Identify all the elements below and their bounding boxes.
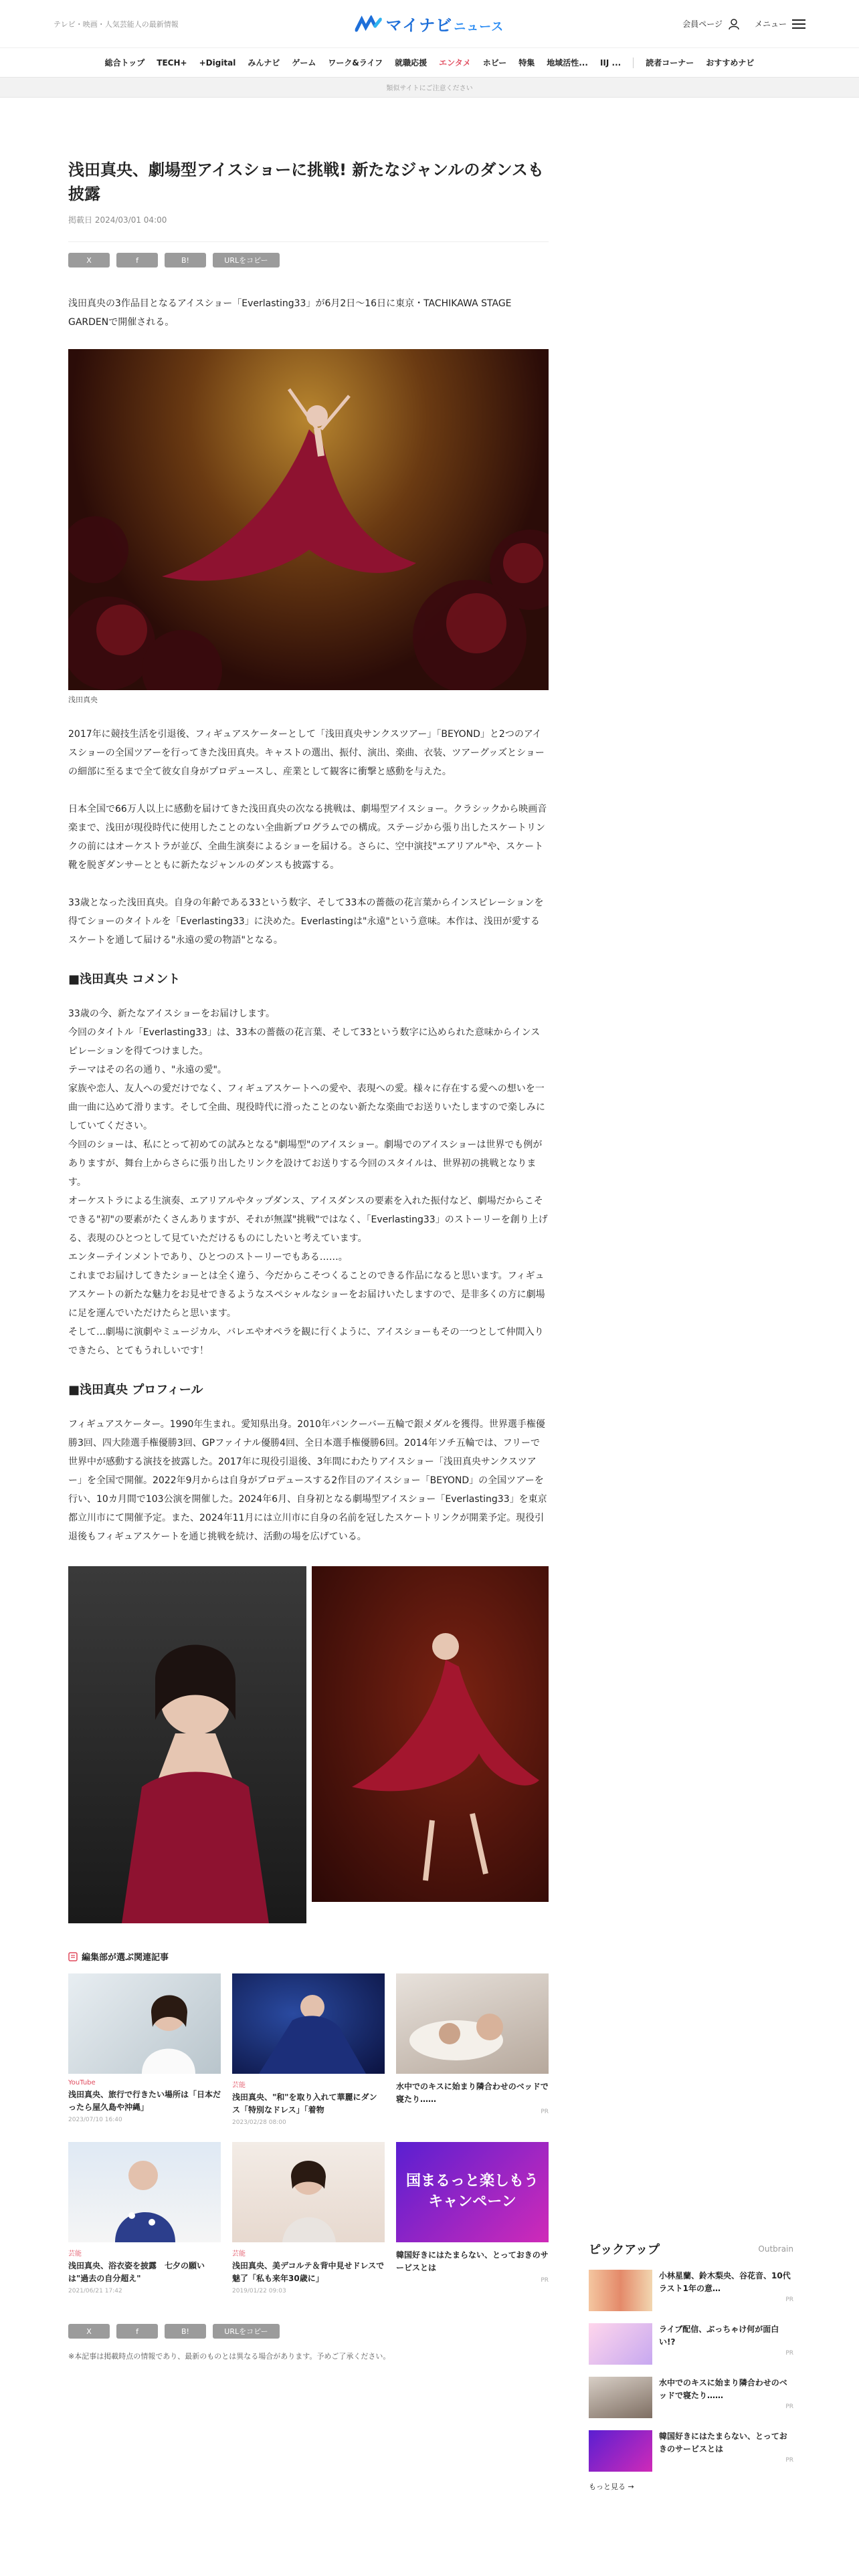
pr-label: PR (541, 2109, 549, 2115)
user-icon (728, 18, 740, 30)
related-card[interactable] (232, 1973, 385, 2126)
related-card-ad[interactable] (396, 2142, 549, 2294)
nav-item-feature[interactable]: 特集 (518, 58, 535, 68)
profile-text: フィギュアスケーター。1990年生まれ。愛知県出身。2010年バンクーバー五輪で銀メダルを獲得。世界選手権優勝3回、四大陸選手権優勝3回、GPファイナル優勝4回、全日本選手権優勝6回。2014年ソチ五輪では、フリーで世界中が感動する演技を披露した。2017年に現役引退後、3年間にわたりアイスショー「浅田真央サンクスツアー」を全国で開催。2022年9月からは自身がプロデュースする2作目のアイスショー「BEYOND」の全国ツアーを行い、10カ月間で103公演を開催した。2024年6月、自身初となる劇場型アイスショー「Everlasting33」を東京都立川市にて開催予定。また、2024年11月には立川市に自身の名前を冠したスケートリンクが開業予定。現役引退後もフィギュアスケートを通じ挑戦を続け、活動の場を広げている。 (68, 1419, 547, 1542)
logo-mark-icon (355, 15, 382, 33)
related-date: 2019/01/22 09:03 (232, 2288, 286, 2294)
pr-label: PR (785, 2457, 793, 2464)
footnote: ※本記事は掲載時点の情報であり、最新のものとは異なる場合があります。予めご了承ください。 (68, 2352, 391, 2361)
related-card[interactable] (68, 2142, 221, 2294)
nav-item-digital[interactable]: +Digital (199, 58, 236, 68)
nav-item-hobby[interactable]: ホビー (482, 58, 507, 68)
comment-line: エンターテインメントであり、ひとつのストーリーでもある……。 (68, 1252, 348, 1263)
site-tagline: テレビ・映画・人気芸能人の最新情報 (54, 19, 179, 29)
menu-label: メニュー (754, 19, 787, 29)
nav-item-game[interactable]: ゲーム (292, 58, 316, 68)
comment-line: 家族や恋人、友人への愛だけでなく、フィギュアスケートへの愛や、表現への愛。様々に存在する愛への想いを一曲一曲に込めて滑ります。そして全曲、現役時代に滑ったことのない新たな楽曲でお送りいたしますので楽しみにしていてください。 (68, 1083, 545, 1132)
related-category: 芸能 (68, 2250, 82, 2258)
comment-line: テーマはその名の通り、"永遠の愛"。 (68, 1065, 227, 1075)
site-logo[interactable] (355, 12, 504, 35)
article-date: 掲載日 2024/03/01 04:00 (68, 215, 167, 225)
share-x-button[interactable]: X (68, 2324, 110, 2339)
nav-item-reader[interactable]: 読者コーナー (646, 58, 694, 68)
member-label: 会員ページ (682, 19, 723, 29)
photo-caption: 浅田真央 (68, 695, 98, 704)
related-thumb (232, 2142, 385, 2242)
article-paragraph-2: 日本全国で66万人以上に感動を届けてきた浅田真央の次なる挑戦は、劇場型アイスショー。クラシックから映画音楽まで、浅田が現役時代に使用したことのない全曲新プログラムでの構成。ステージから張り出したスケートリンクの前にはオーケストラが並び、全曲生演奏によるショーを届ける。さらに、空中演技"エアリアル"や、スケート靴を脱ぎダンサーとともに新たなジャンルのダンスも披露する。 (68, 804, 547, 871)
nav-divider (633, 58, 634, 68)
pr-label: PR (785, 2350, 793, 2357)
nav-item-minnavi[interactable]: みんナビ (248, 58, 280, 68)
category-nav (0, 48, 859, 78)
pickup-text: ライブ配信、ぶっちゃけ何が面白い!? (659, 2325, 779, 2347)
pr-label: PR (785, 2403, 793, 2411)
comment-line: 今回のショーは、私にとって初めての試みとなる"劇場型"のアイスショー。劇場でのアイスショーは世界でも例がありますが、舞台上からさらに張り出したリンクを設けてお送りする今回のスタイルは、世界初の挑戦となります。 (68, 1140, 543, 1188)
copy-url-button[interactable]: URLをコピー (213, 253, 280, 267)
related-category: 芸能 (232, 2250, 246, 2258)
related-thumb (68, 1973, 221, 2074)
related-title: 浅田真央、浴衣姿を披露 七夕の願いは"過去の自分超え" (68, 2261, 205, 2284)
related-card[interactable] (68, 1973, 221, 2126)
thumb-art (232, 2142, 385, 2242)
share-bar-bottom (68, 2313, 549, 2339)
related-thumb (396, 1973, 549, 2074)
hamburger-icon (792, 19, 805, 29)
pickup-thumb (589, 2377, 652, 2418)
article-title: 浅田真央、劇場型アイスショーに挑戦! 新たなジャンルのダンスも披露 (68, 160, 544, 203)
related-thumb (396, 2142, 549, 2242)
related-title: 編集部が選ぶ関連記事 (82, 1953, 169, 1963)
thumb-art (396, 1973, 549, 2074)
pickup-text: 韓国好きにはたまらない、とっておきのサービスとは (659, 2432, 787, 2454)
nav-item-entertainment[interactable]: エンタメ (439, 58, 471, 68)
comment-line: これまでお届けしてきたショーとは全く違う、今だからこそつくることのできる作品になると思います。フィギュアスケートの新たな魅力をお見せできるようなスペシャルなショーをお届けいたしますので、是非多くの方に劇場に足を運んでいただけたらと思います。 (68, 1271, 545, 1319)
more-link[interactable]: もっと見る → (589, 2482, 634, 2491)
related-title: 浅田真央、美デコルテ＆背中見せドレスで魅了「私も来年30歳に」 (232, 2261, 385, 2284)
pickup-thumb (589, 2323, 652, 2365)
photo-pair (68, 1566, 549, 1923)
thumb-banner-text: 国まるっと楽しもう キャンペーン (405, 2173, 539, 2210)
comment-line: 今回のタイトル「Everlasting33」は、33本の薔薇の花言葉、そして33という数字に込められた意味からインスピレーションを得てつけました。 (68, 1027, 541, 1057)
logo-main: マイナビ (385, 16, 453, 35)
share-x-button[interactable]: X (68, 253, 110, 267)
related-category: YouTube (68, 2079, 96, 2086)
nav-item-recommend[interactable]: おすすめナビ (706, 58, 755, 68)
related-category: 芸能 (232, 2082, 246, 2089)
outbrain-logo[interactable]: Outbrain (758, 2244, 793, 2254)
thumb-art (232, 1973, 385, 2074)
copy-url-button[interactable]: URLをコピー (213, 2324, 280, 2339)
pickup-item[interactable] (589, 2323, 793, 2365)
pickup-sidebar (589, 2240, 793, 2492)
thumb-art (68, 1973, 221, 2074)
article-paragraph-1: 2017年に競技生活を引退後、フィギュアスケーターとして「浅田真央サンクスツアー」「BEYOND」と2つのアイスショーの全国ツアーを行ってきた浅田真央。キャストの選出、振付、演出、楽曲、衣装、ツアーグッズとショーの細部に至るまで全て彼女自身がプロデュースし、産業として観客に衝撃と感動を与えた。 (68, 729, 545, 777)
thumb-art (68, 2142, 221, 2242)
pr-label: PR (785, 2296, 793, 2304)
related-thumb (68, 2142, 221, 2242)
article (68, 158, 549, 2361)
pickup-item[interactable] (589, 2270, 793, 2311)
pickup-text: 小林星蘭、鈴木梨央、谷花音、10代ラスト1年の意… (659, 2271, 791, 2294)
pickup-text: 水中でのキスに始まり隣合わせのベッドで寝たり…… (659, 2378, 787, 2401)
article-lead: 浅田真央の3作品目となるアイスショー「Everlasting33」が6月2日〜16日に東京・TACHIKAWA STAGE GARDENで開催される。 (68, 298, 512, 328)
photo-stage-art (68, 349, 549, 690)
pickup-item[interactable] (589, 2377, 793, 2418)
related-date: 2023/07/10 16:40 (68, 2117, 122, 2123)
related-card-ad[interactable] (396, 1973, 549, 2126)
portrait-photo-1[interactable] (68, 1566, 306, 1923)
nav-item-region[interactable]: 地域活性... (547, 58, 588, 68)
nav-item-tech[interactable]: TECH+ (157, 58, 187, 68)
nav-item-iij[interactable]: IIJ ... (599, 58, 622, 68)
comment-heading: ■浅田真央 コメント (68, 972, 181, 986)
share-facebook-button[interactable]: f (116, 2324, 158, 2339)
related-date: 2023/02/28 08:00 (232, 2119, 286, 2126)
related-title: 韓国好きにはたまらない、とっておきのサービスとは (396, 2250, 549, 2273)
share-hatena-button[interactable]: B! (165, 2324, 206, 2339)
pr-label: PR (541, 2277, 549, 2284)
portrait-photo-2[interactable] (312, 1566, 549, 1902)
site-header (0, 0, 859, 48)
comment-line: そして…劇場に演劇やミュージカル、バレエやオペラを観に行くように、アイスショーもその一つとして仲間入りできたら、とてもうれしいです！ (68, 1327, 544, 1356)
member-page-link[interactable] (682, 18, 740, 30)
related-grid (68, 1973, 549, 2294)
portrait-art-1 (68, 1566, 306, 1923)
pickup-title: ピックアップ (589, 2243, 660, 2257)
related-card[interactable] (232, 2142, 385, 2294)
nav-item-work-life[interactable]: ワーク&ライフ (328, 58, 383, 68)
article-paragraph-3: 33歳となった浅田真央。自身の年齢である33という数字、そして33本の薔薇の花言葉からインスピレーションを得てショーのタイトルを「Everlasting33」に決めた。Everlastingは"永遠"という意味。本作は、浅田が愛するスケートを通して届ける"永遠の愛の物語"となる。 (68, 897, 544, 946)
share-bar-top (68, 241, 549, 267)
bookmark-icon (68, 1952, 78, 1961)
warning-banner[interactable]: 類似サイトにご注意ください (0, 78, 859, 98)
nav-item-career[interactable]: 就職応援 (395, 58, 427, 68)
comment-block (68, 1004, 549, 1360)
share-hatena-button[interactable]: B! (165, 253, 206, 267)
pickup-item[interactable] (589, 2430, 793, 2472)
share-facebook-button[interactable]: f (116, 253, 158, 267)
related-thumb (232, 1973, 385, 2074)
nav-item-top[interactable]: 総合トップ (104, 58, 145, 68)
related-title: 浅田真央、"和"を取り入れて華麗にダンス「特別なドレス」「着物 (232, 2092, 377, 2115)
logo-sub: ニュース (454, 20, 504, 34)
main-photo[interactable] (68, 349, 549, 690)
comment-line: オーケストラによる生演奏、エアリアルやタップダンス、アイスダンスの要素を入れた振付など、劇場だからこそできる"初"の要素がたくさんありますが、それが無謀"挑戦"ではなく、「Everlasting33」のストーリーを創り上げる、表現のひとつとして見ていただけるものにしたいと考えています。 (68, 1196, 548, 1244)
pickup-thumb (589, 2430, 652, 2472)
pickup-thumb (589, 2270, 652, 2311)
portrait-art-2 (312, 1566, 549, 1902)
menu-button[interactable] (755, 18, 805, 29)
related-title: 水中でのキスに始まり隣合わせのベッドで寝たり…… (396, 2082, 549, 2105)
related-heading (68, 1950, 549, 1963)
comment-line: 33歳の今、新たなアイスショーをお届けします。 (68, 1008, 276, 1019)
related-title: 浅田真央、旅行で行きたい場所は「日本だったら屋久島や沖縄」 (68, 2090, 221, 2113)
profile-heading: ■浅田真央 プロフィール (68, 1383, 203, 1397)
related-date: 2021/06/21 17:42 (68, 2288, 122, 2294)
